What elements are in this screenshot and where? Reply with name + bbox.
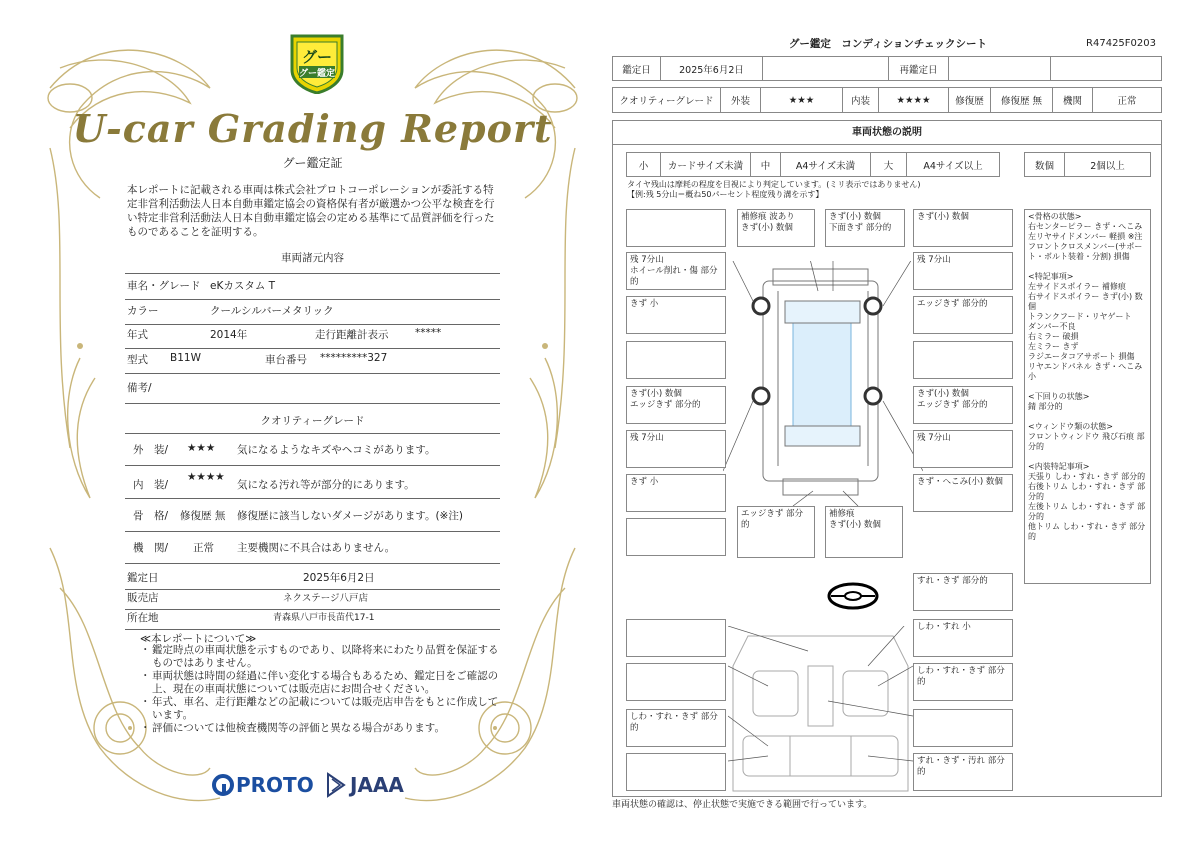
interior-box-left-1	[626, 619, 726, 657]
model-value: B11W	[170, 352, 201, 364]
row-date	[125, 570, 500, 590]
year-value: 2014年	[210, 329, 248, 341]
interior-box-left-4	[626, 753, 726, 791]
tire-note-line: 【例:残 5分山＝概ね50パーセント程度残り溝を示す】	[627, 190, 824, 199]
name-value: eKカスタム T	[210, 280, 276, 292]
notes-heading: ≪本レポートについて≫	[140, 633, 257, 645]
blank-cell	[763, 57, 889, 80]
date-label: 鑑定日	[613, 57, 661, 80]
model-label: 型式	[127, 354, 148, 366]
interior-box-right-3	[913, 709, 1013, 747]
interior-stars: ★★★★	[187, 471, 225, 483]
address-label: 所在地	[127, 612, 159, 624]
condition-box-right-3: エッジきず 部分的	[913, 296, 1013, 334]
size-legend	[626, 152, 1000, 177]
row-model	[125, 352, 500, 374]
large-label: 大	[871, 153, 907, 176]
reinspect-value	[949, 57, 1051, 80]
mileage-value: *****	[415, 327, 442, 339]
jaaa-mark-icon	[326, 772, 346, 798]
mid-label: 中	[751, 153, 781, 176]
row-address	[125, 610, 500, 630]
svg-text:グー: グー	[301, 48, 333, 66]
car-interior-diagram	[728, 626, 913, 796]
interior-box-right-1: しわ・すれ 小	[913, 619, 1013, 657]
condition-box-right-7: きず・へこみ(小) 数個	[913, 474, 1013, 512]
interior-box-right-4: すれ・きず・汚れ 部分的	[913, 753, 1013, 791]
goo-kantei-badge-icon	[287, 30, 347, 94]
engine-desc: 主要機関に不具合はありません。	[237, 542, 396, 554]
year-label: 年式	[127, 329, 148, 341]
row-remarks	[125, 380, 500, 404]
name-label: 車名・グレード	[127, 280, 201, 292]
condition-title: 車両状態の説明	[613, 121, 1161, 145]
row-frame	[125, 508, 500, 532]
sheet-title: グー鑑定 コンディションチェックシート	[788, 38, 988, 50]
grade-label: クオリティーグレード	[613, 88, 721, 112]
steering-wheel-icon	[825, 579, 881, 613]
chassis-value: *********327	[320, 352, 388, 364]
row-vehicle-name	[125, 278, 500, 300]
repair-label: 修復歴	[949, 88, 991, 112]
row-year	[125, 327, 500, 349]
proto-logo: PROTO	[236, 773, 314, 797]
detail-notes: <骨格の状態> 右センターピラー きず・へこみ 左リヤサイドメンバー 軽損 ※注 フロントクロスメンバー(サポート・ボルト装着・分割) 損傷 <特記事項> 左サイドスポイラー 補修痕 右サイドスポイラー きず(小) 数個 トランクフード・リヤゲート ダンパー不良 右ミラー 破損 左ミラー きず ラジエータコアサポート 損傷 リヤエンドパネル きず・へこみ 小 <下回りの状態> 錆 部分的 <ウィンドウ類の状態> フロントウィンドウ 飛び石痕 部分的 <内装特記事項> 天張り しわ・すれ・きず 部分的 右後トリム しわ・すれ・きず 部分的 左後トリム しわ・すれ・きず 部分的 他トリム しわ・すれ・きず 部分的	[1024, 209, 1151, 584]
interior-box-left-2	[626, 663, 726, 701]
color-value: クールシルバーメタリック	[210, 305, 334, 317]
notes-list	[140, 644, 500, 735]
certificate-heading: グー鑑定証	[282, 156, 343, 170]
exterior-label: 外 装/	[133, 444, 169, 456]
address-value: 青森県八戸市長苗代17-1	[273, 613, 375, 623]
dealer-value: ネクステージ八戸店	[283, 593, 369, 604]
condition-box-right-1: きず(小) 数個	[913, 209, 1013, 247]
frame-desc: 修復歴に該当しないダメージがあります。(※注)	[237, 510, 463, 522]
row-dealer	[125, 590, 500, 610]
small-label: 小	[627, 153, 661, 176]
car-top-view-diagram	[723, 261, 923, 506]
row-color	[125, 303, 500, 325]
ext-label: 外装	[721, 88, 761, 112]
condition-box-right-5: きず(小) 数個 エッジきず 部分的	[913, 386, 1013, 424]
spec-heading: 車両諸元内容	[281, 252, 344, 264]
row-exterior	[125, 442, 500, 466]
divider	[125, 273, 500, 274]
condition-box-left-7: きず 小	[626, 474, 726, 512]
quality-heading: クオリティーグレード	[260, 415, 365, 427]
reinspect-label: 再鑑定日	[889, 57, 949, 80]
svg-text:グー鑑定: グー鑑定	[298, 69, 336, 79]
remarks-label: 備考/	[127, 382, 152, 394]
dealer-label: 販売店	[127, 592, 159, 604]
condition-box-top-1: 補修痕 波あり きず(小) 数個	[737, 209, 815, 247]
row-engine	[125, 540, 500, 564]
chassis-label: 車台番号	[265, 354, 307, 366]
color-label: カラー	[127, 305, 159, 317]
blank-cell	[1051, 57, 1161, 80]
jaaa-logo: JAAA	[350, 773, 404, 797]
interior-box-left-3: しわ・すれ・きず 部分的	[626, 709, 726, 747]
date-label: 鑑定日	[127, 572, 159, 584]
note-item: ・ 鑑定時点の車両状態を示すものであり、以降将来にわたり品質を保証するものではありません。	[140, 644, 500, 670]
interior-box-right-2: しわ・すれ・きず 部分的	[913, 663, 1013, 701]
date-value: 2025年6月2日	[303, 572, 375, 584]
condition-box-right-2: 残 7分山	[913, 252, 1013, 290]
int-label: 内装	[843, 88, 879, 112]
engine-label: 機関	[1053, 88, 1093, 112]
report-title: U-car Grading Report	[72, 106, 553, 151]
condition-description-box	[612, 120, 1162, 797]
count-value: 2個以上	[1090, 160, 1125, 172]
condition-box-left-3: きず 小	[626, 296, 726, 334]
condition-box-bottom-1: エッジきず 部分的	[737, 506, 815, 558]
condition-box-left-2: 残 7分山 ホイール削れ・傷 部分的	[626, 252, 726, 290]
condition-box-left-8	[626, 518, 726, 556]
tire-note-line: タイヤ残山は摩耗の程度を目視により判定しています。(ミリ表示ではありません)	[627, 180, 921, 189]
grading-certificate	[40, 28, 585, 828]
condition-box-steering: すれ・きず 部分的	[913, 573, 1013, 611]
ext-value: ★★★	[761, 88, 843, 112]
condition-box-bottom-2: 補修痕 きず(小) 数個	[825, 506, 903, 558]
small-value: カードサイズ未満	[661, 153, 751, 176]
certificate-body: 本レポートに記載される車両は株式会社プロトコーポレーションが委託する特定非営利活動法人日本自動車鑑定協会の資格保有者が厳選かつ公平な検査を行い特定非営利活動法人日本自動車鑑定協会の定める基準にて品質評価を行ったものであることを証明する。	[127, 184, 495, 238]
date-value: 2025年6月2日	[661, 57, 763, 80]
interior-desc: 気になる汚れ等が部分的にあります。	[237, 479, 415, 491]
engine-value: 正常	[1117, 96, 1137, 107]
exterior-stars: ★★★	[187, 442, 216, 454]
mileage-label: 走行距離計表示	[315, 329, 389, 341]
condition-box-right-4	[913, 341, 1013, 379]
repair-value: 修復歴 無	[991, 88, 1053, 112]
condition-box-left-4	[626, 341, 726, 379]
condition-box-left-1	[626, 209, 726, 247]
frame-value: 修復歴 無	[180, 510, 226, 522]
exterior-desc: 気になるようなキズやヘコミがあります。	[237, 444, 436, 456]
reference-number: R47425F0203	[1086, 38, 1156, 49]
row-interior	[125, 471, 500, 499]
condition-box-left-5: きず(小) 数個 エッジきず 部分的	[626, 386, 726, 424]
condition-check-sheet	[612, 34, 1164, 814]
engine-label: 機 関/	[133, 542, 169, 554]
sheet-footnote: 車両状態の確認は、停止状態で実施できる範囲で行っています。	[612, 800, 873, 810]
large-value: A4サイズ以上	[923, 160, 983, 172]
tire-note	[627, 180, 920, 200]
interior-label: 内 装/	[133, 479, 169, 491]
note-item: ・ 評価については他検査機関等の評価と異なる場合があります。	[140, 722, 500, 735]
engine-value: 正常	[193, 542, 214, 554]
count-legend	[1024, 152, 1151, 177]
int-value: ★★★★	[879, 88, 949, 112]
condition-box-right-6: 残 7分山	[913, 430, 1013, 468]
grade-row	[612, 87, 1162, 113]
proto-mark-icon	[212, 774, 234, 796]
note-item: ・ 年式、車名、走行距離などの記載については販売店申告をもとに作成しています。	[140, 696, 500, 722]
condition-box-left-6: 残 7分山	[626, 430, 726, 468]
inspection-date-row	[612, 56, 1162, 81]
divider	[125, 433, 500, 434]
count-label: 数個	[1025, 153, 1065, 176]
condition-box-top-2: きず(小) 数個 下面きず 部分的	[825, 209, 905, 247]
mid-value: A4サイズ未満	[781, 153, 871, 176]
note-item: ・ 車両状態は時間の経過に伴い変化する場合もあるため、鑑定日をご確認の上、現在の車両状態については販売店にお問合せください。	[140, 670, 500, 696]
frame-label: 骨 格/	[133, 510, 169, 522]
